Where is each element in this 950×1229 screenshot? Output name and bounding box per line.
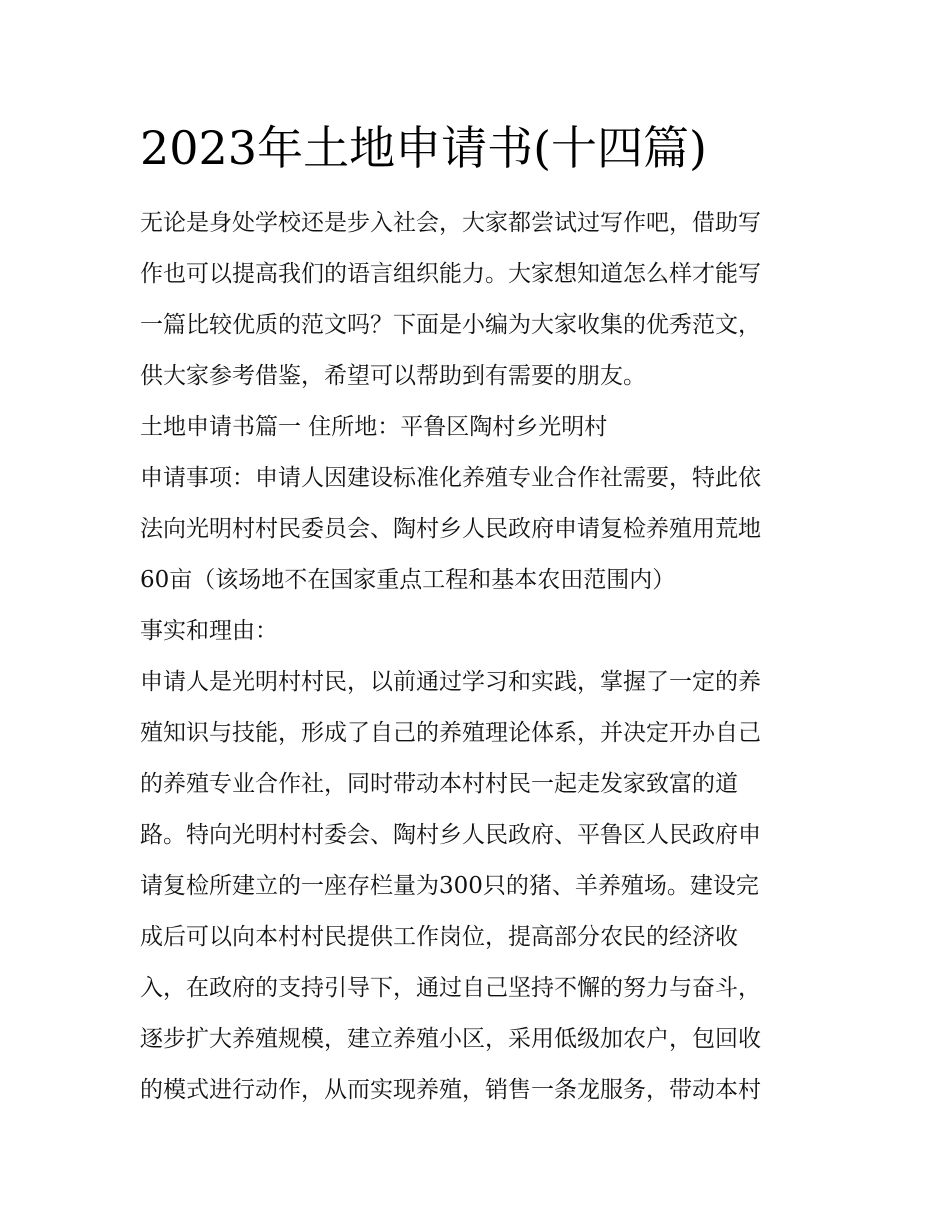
- paragraph-line: 路。特向光明村村委会、陶村乡人民政府、平鲁区人民政府申: [140, 822, 761, 848]
- paragraph-line: 请复检所建立的一座存栏量为300只的猪、羊养殖场。建设完: [140, 873, 759, 899]
- paragraph-line: 的模式进行动作，从而实现养殖，销售一条龙服务，带动本村: [140, 1077, 761, 1103]
- paragraph-line: 一篇比较优质的范文吗？下面是小编为大家收集的优秀范文，: [140, 312, 761, 338]
- paragraph-line: 作也可以提高我们的语言组织能力。大家想知道怎么样才能写: [140, 261, 761, 287]
- paragraph-line: 殖知识与技能，形成了自己的养殖理论体系，并决定开办自己: [140, 720, 761, 746]
- paragraph-line: 无论是身处学校还是步入社会，大家都尝试过写作吧，借助写: [140, 210, 761, 236]
- paragraph-line: 申请人是光明村村民，以前通过学习和实践，掌握了一定的养: [140, 669, 761, 695]
- document-title: 2023年土地申请书(十四篇): [140, 121, 707, 175]
- paragraph-line: 逐步扩大养殖规模，建立养殖小区，采用低级加农户，包回收: [140, 1026, 761, 1052]
- paragraph-line: 60亩（该场地不在国家重点工程和基本农田范围内）: [140, 567, 676, 593]
- paragraph-line: 成后可以向本村村民提供工作岗位，提高部分农民的经济收: [140, 924, 738, 950]
- paragraph-line: 土地申请书篇一 住所地：平鲁区陶村乡光明村: [140, 414, 608, 440]
- paragraph-line: 的养殖专业合作社，同时带动本村村民一起走发家致富的道: [140, 771, 738, 797]
- document-body: [140, 198, 815, 1116]
- paragraph-line: 法向光明村村民委员会、陶村乡人民政府申请复检养殖用荒地: [140, 516, 761, 542]
- paragraph-line: 入，在政府的支持引导下，通过自己坚持不懈的努力与奋斗，: [140, 975, 761, 1001]
- paragraph-line: 事实和理由：: [140, 618, 278, 644]
- paragraph-line: 供大家参考借鉴，希望可以帮助到有需要的朋友。: [140, 363, 646, 389]
- paragraph-line: 申请事项：申请人因建设标准化养殖专业合作社需要，特此依: [140, 465, 761, 491]
